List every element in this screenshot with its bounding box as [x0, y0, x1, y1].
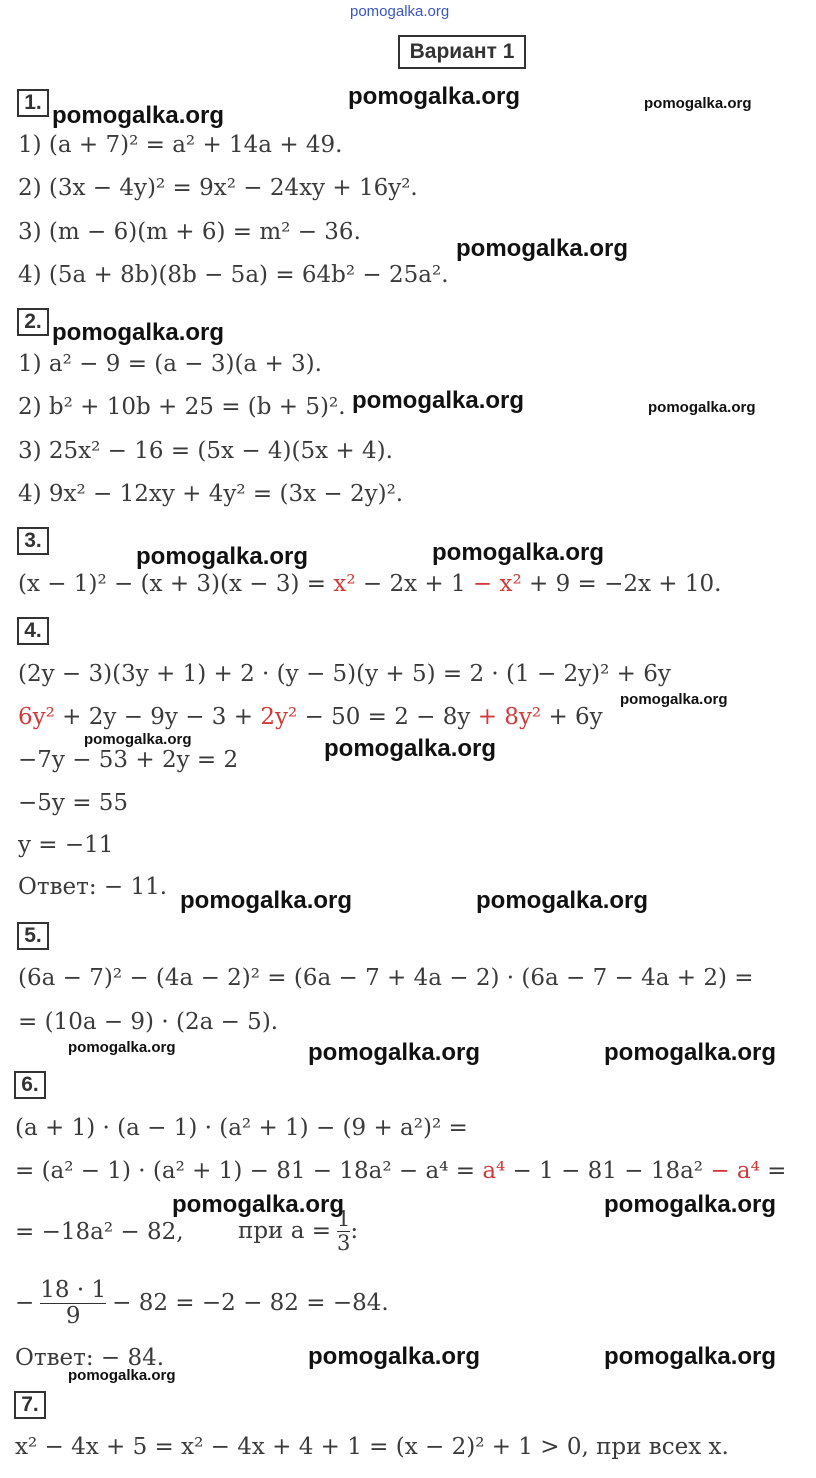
task6-red-term: − a⁴	[710, 1158, 760, 1184]
watermark: pomogalka.org	[456, 235, 629, 262]
task4-line2	[18, 704, 603, 730]
fraction-denominator: 9	[40, 1303, 106, 1328]
watermark: pomogalka.org	[604, 1343, 777, 1370]
watermark: pomogalka.org	[648, 399, 756, 416]
watermark: pomogalka.org	[52, 319, 225, 346]
watermark: pomogalka.org	[68, 1367, 176, 1384]
task1-line3: 3) (m − 6)(m + 6) = m² − 36.	[18, 219, 361, 245]
watermark: pomogalka.org	[348, 83, 521, 110]
task-number-4: 4.	[17, 617, 49, 645]
watermark: pomogalka.org	[432, 539, 605, 566]
task6-line2	[15, 1158, 786, 1184]
task-number-3: 3.	[17, 527, 49, 555]
task4-part: + 2y − 9y − 3 +	[54, 704, 261, 730]
fraction-denominator: 3	[337, 1230, 351, 1255]
watermark: pomogalka.org	[604, 1039, 777, 1066]
task1-line2: 2) (3x − 4y)² = 9x² − 24xy + 16y².	[18, 175, 418, 201]
watermark: pomogalka.org	[308, 1343, 481, 1370]
task6-part: = (a² − 1) · (a² + 1) − 81 − 18a² − a⁴ =	[15, 1158, 483, 1184]
watermark: pomogalka.org	[620, 691, 728, 708]
watermark: pomogalka.org	[604, 1191, 777, 1218]
watermark: pomogalka.org	[476, 887, 649, 914]
task2-line3: 3) 25x² − 16 = (5x − 4)(5x + 4).	[18, 438, 393, 464]
fraction-numerator: 18 · 1	[40, 1277, 107, 1304]
task6-minus: −	[15, 1290, 35, 1316]
task4-red-term: + 8y²	[477, 704, 542, 730]
task4-red-term: 2y²	[260, 704, 298, 730]
task4-part: − 50 = 2 − 8y	[297, 704, 478, 730]
task3-part: (x − 1)² − (x + 3)(x − 3) =	[18, 571, 334, 597]
task6-answer: Ответ: − 84.	[15, 1345, 165, 1371]
task2-line2: 2) b² + 10b + 25 = (b + 5)².	[18, 394, 346, 420]
watermark: pomogalka.org	[180, 887, 353, 914]
task7-line1: x² − 4x + 5 = x² − 4x + 4 + 1 = (x − 2)² + 1 > 0, при всех x.	[15, 1434, 729, 1460]
task3-line1	[18, 571, 721, 597]
task-number-7: 7.	[14, 1391, 46, 1419]
watermark: pomogalka.org	[52, 102, 225, 129]
task4-answer: Ответ: − 11.	[18, 874, 168, 900]
fraction-numerator: 1	[337, 1207, 351, 1232]
task3-part: + 9 = −2x + 10.	[521, 571, 722, 597]
task-number-6: 6.	[14, 1071, 46, 1099]
task6-part: − 1 − 81 − 18a²	[505, 1158, 711, 1184]
watermark: pomogalka.org	[84, 731, 192, 748]
task5-line2: = (10a − 9) · (2a − 5).	[18, 1009, 279, 1035]
task3-red-term: − x²	[472, 571, 522, 597]
task4-line5: y = −11	[18, 832, 114, 858]
watermark: pomogalka.org	[172, 1191, 345, 1218]
task1-line4: 4) (5a + 8b)(8b − 5a) = 64b² − 25a².	[18, 262, 449, 288]
task2-line4: 4) 9x² − 12xy + 4y² = (3x − 2y)².	[18, 481, 404, 507]
task6-condition-text: при a =	[238, 1218, 331, 1244]
task5-line1: (6a − 7)² − (4a − 2)² = (6a − 7 + 4a − 2) · (6a − 7 − 4a + 2) =	[18, 965, 754, 991]
task2-line1: 1) a² − 9 = (a − 3)(a + 3).	[18, 351, 322, 377]
task4-line1: (2y − 3)(3y + 1) + 2 · (y − 5)(y + 5) = 2 · (1 − 2y)² + 6y	[18, 661, 671, 687]
watermark: pomogalka.org	[352, 387, 525, 414]
watermark: pomogalka.org	[308, 1039, 481, 1066]
watermark: pomogalka.org	[136, 543, 309, 570]
task3-red-term: x²	[333, 571, 356, 597]
task6-part: =	[759, 1158, 787, 1184]
variant-title: Вариант 1	[398, 35, 526, 69]
task6-line4-rest: − 82 = −2 − 82 = −84.	[112, 1290, 389, 1316]
watermark: pomogalka.org	[644, 95, 752, 112]
task4-part: + 6y	[541, 704, 603, 730]
task6-line1: (a + 1) · (a − 1) · (a² + 1) − (9 + a²)² =	[15, 1115, 468, 1141]
fraction-18-9	[38, 1278, 108, 1327]
task6-line4	[15, 1270, 389, 1336]
task-number-5: 5.	[17, 922, 49, 950]
task4-line3: −7y − 53 + 2y = 2	[18, 747, 239, 773]
task6-line3: = −18a² − 82,	[15, 1219, 184, 1245]
watermark: pomogalka.org	[324, 735, 497, 762]
watermark: pomogalka.org	[68, 1039, 176, 1056]
task-number-1: 1.	[17, 89, 49, 117]
task6-colon: :	[350, 1218, 359, 1244]
site-link[interactable]: pomogalka.org	[350, 3, 450, 20]
task4-red-term: 6y²	[18, 704, 55, 730]
task1-line1: 1) (a + 7)² = a² + 14a + 49.	[18, 132, 343, 158]
task3-part: − 2x + 1	[355, 571, 473, 597]
task6-red-term: a⁴	[482, 1158, 506, 1184]
task-number-2: 2.	[17, 308, 49, 336]
task4-line4: −5y = 55	[18, 790, 129, 816]
